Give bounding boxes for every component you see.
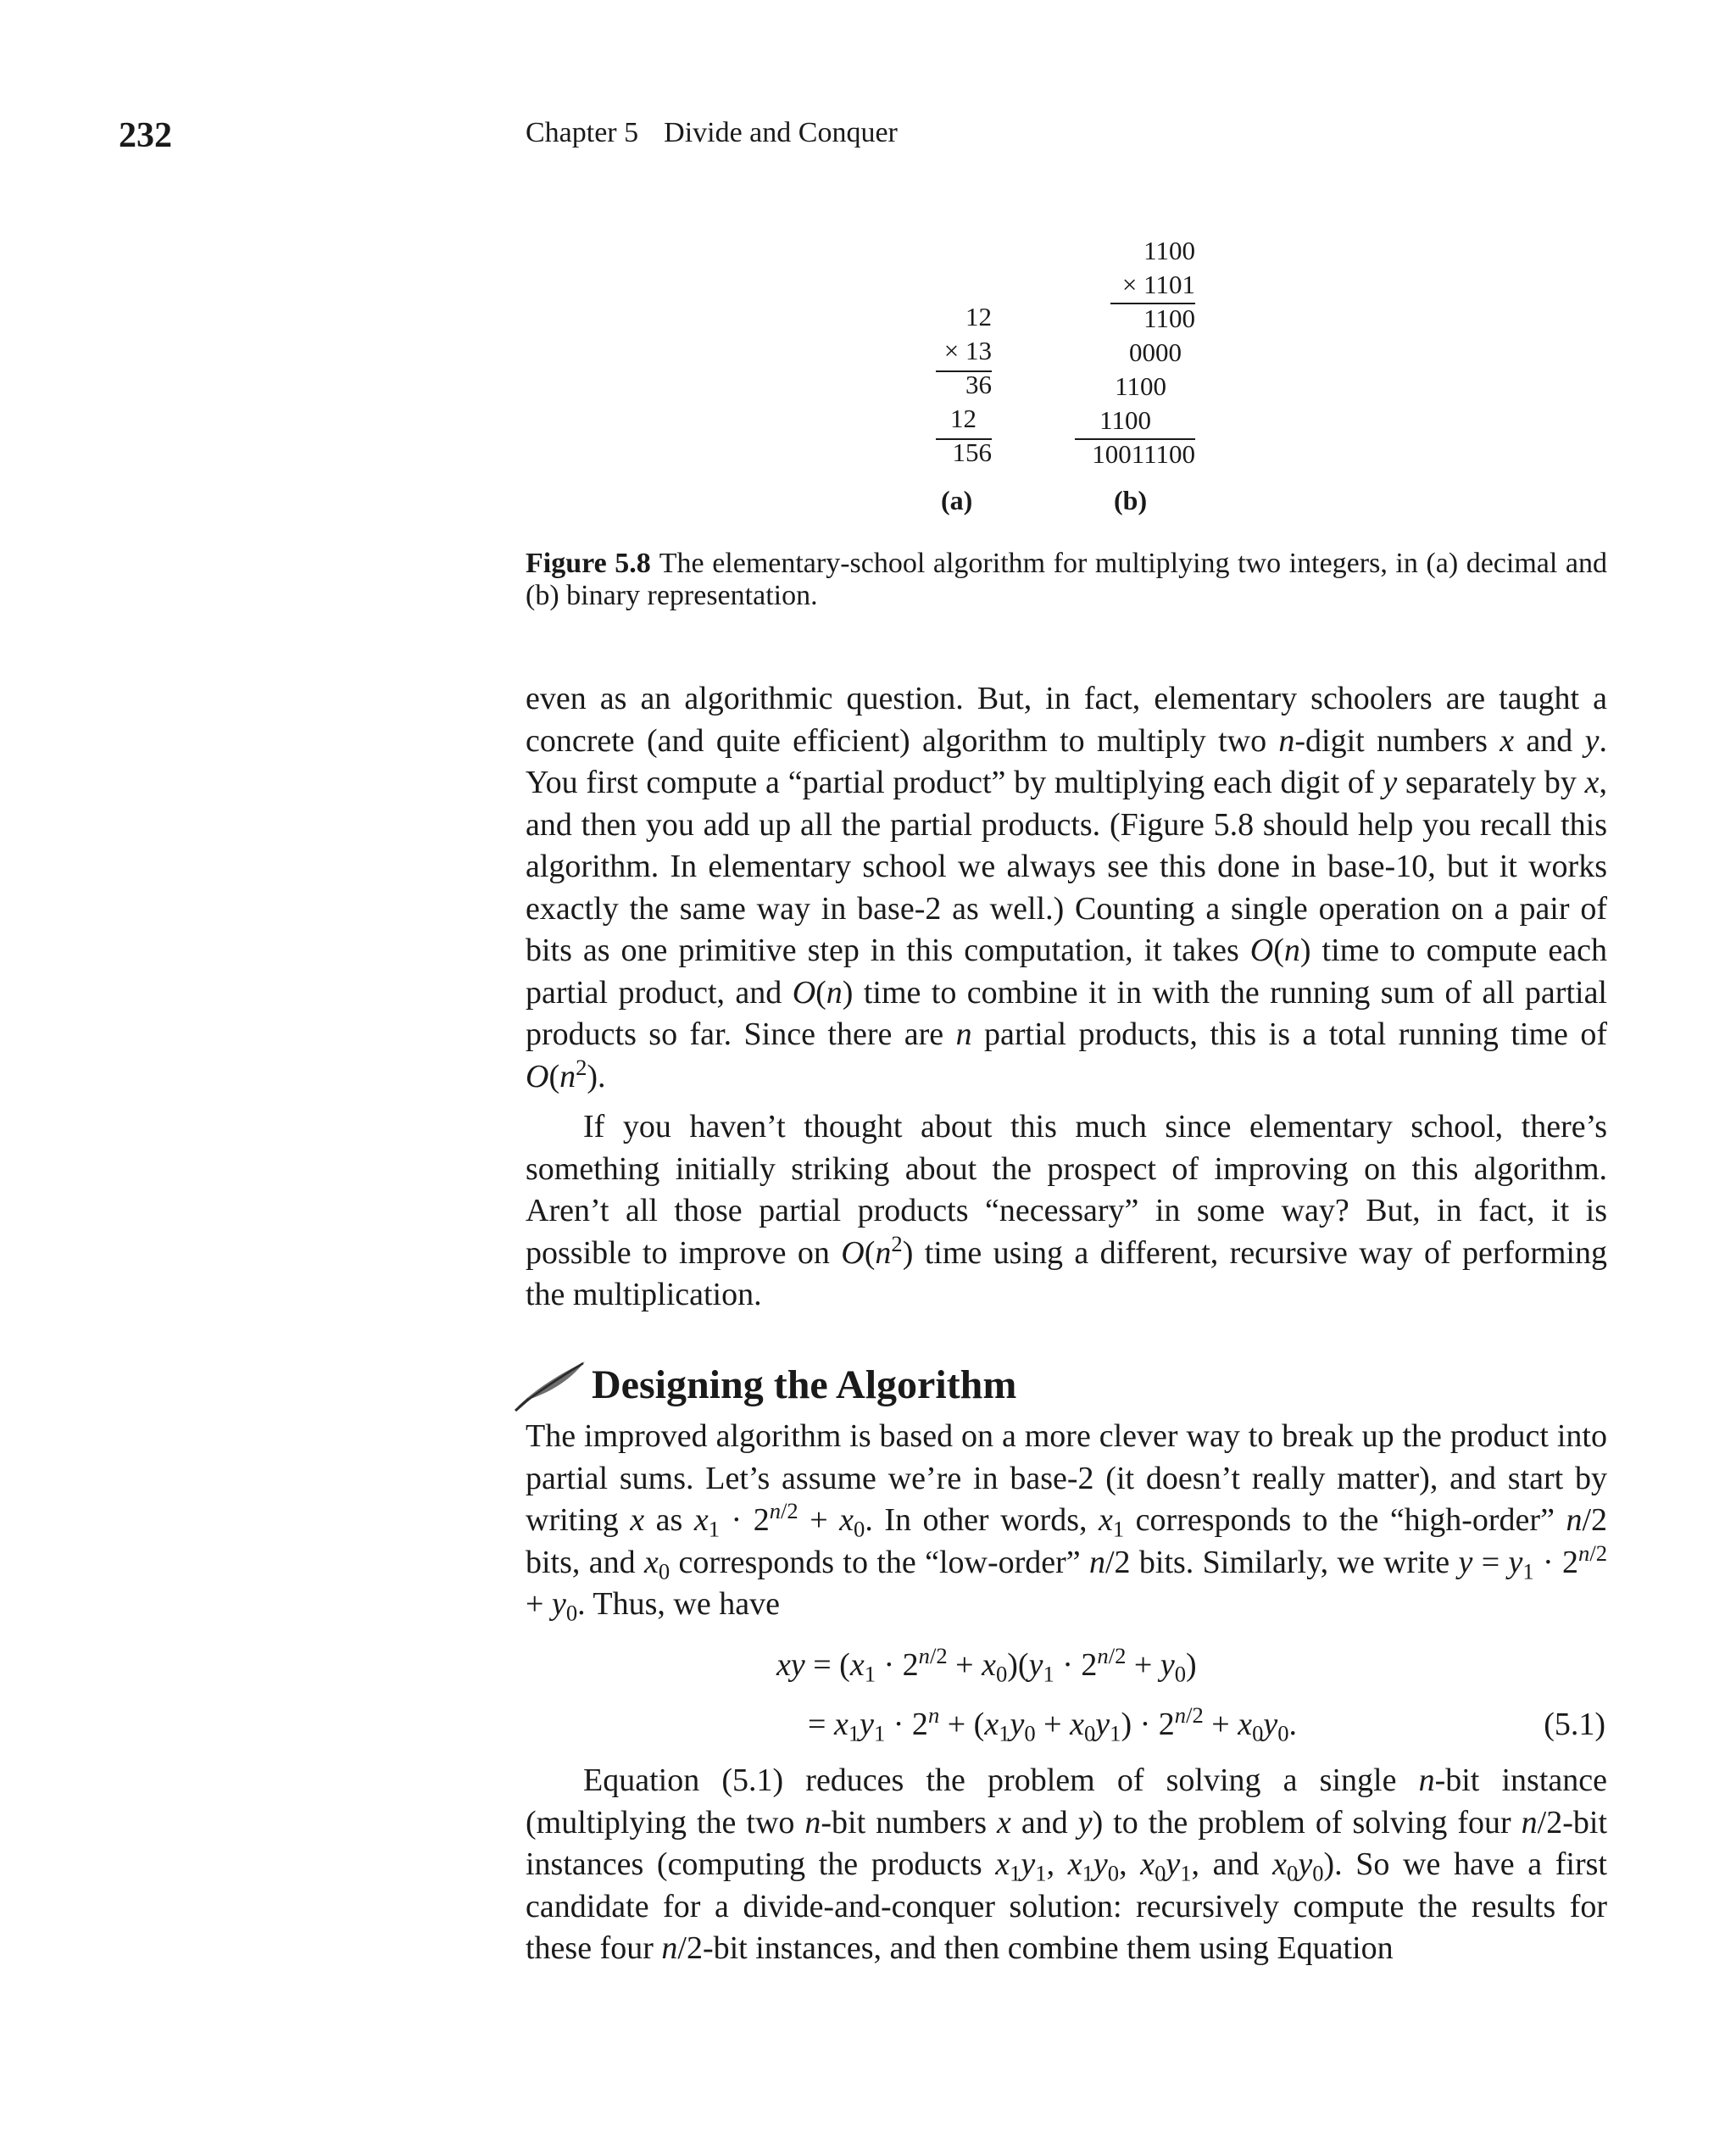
quill-pen-icon <box>512 1353 590 1412</box>
equation-line-1: xy = $(x_1 \cdot 2^{n/2} + x_0)(y_1 \cdot 2^{n/2} + y_0)$ <box>776 1643 1197 1687</box>
equation-line-2: = $x_1y_1 \cdot 2^n + (x_1y_0 + x_0y_1) \cdot 2^{n/2} + x_0y_0$. <box>808 1702 1298 1746</box>
running-head <box>526 117 898 149</box>
binary-row: 10011100 <box>1092 439 1195 469</box>
equation-number: (5.1) <box>1544 1707 1605 1742</box>
chapter-label: Chapter 5 <box>526 117 639 148</box>
binary-row: 1100 <box>1143 236 1195 265</box>
binary-row: 1100 <box>1115 371 1166 401</box>
paragraph: The improved algorithm is based on a more clever way to break up the product into partial sums. Let’s assume we’re in base-2 (it doesn’t really matter), and start by writing x as $x_1 \cdot 2^{n/2} + x_0$. In other words, $x_1$ corresponds to the “high-order” n/2 bits, and $x_0$ corresponds to the “low-order” n/2 bits. Similarly, we write $y = y_1 \cdot 2^{n/2} + y_0$. Thus, we have <box>526 1418 1608 1626</box>
binary-row: 0000 <box>1129 337 1182 367</box>
figure-decimal-multiplication <box>924 300 992 470</box>
paragraph: If you haven’t thought about this much since elementary school, there’s something initially striking about the prospect of improving on this algorithm. Aren’t all those partial products “necessary” in some way? But, in fact, it is possible to improve on $O(n^2)$ time using a different, recursive way of performing the multiplication. <box>526 1109 1607 1312</box>
section-heading <box>512 1353 1190 1412</box>
body-text-upper <box>526 678 1607 1317</box>
figure-binary-multiplication <box>1017 234 1195 471</box>
figure-caption-text: The elementary-school algorithm for multiplying two integers, in (a) decimal and (b) binary representation. <box>526 548 1607 611</box>
decimal-row: 12 <box>965 302 992 331</box>
equation-5-1 <box>526 1643 1607 1746</box>
binary-row: 1100 <box>1099 405 1151 435</box>
paragraph: Equation (5.1) reduces the problem of solving a single n-bit instance (multiplying the two n-bit numbers x and y) to the problem of solving four n/2-bit instances (computing the products $x_1y_1$, $x_1y_0$, $x_0y_1$, and $x_0y_0$). So we have a first candidate for a divide-and-conquer solution: recursively compute the results for these four n/2-bit instances, and then combine them using Equation <box>526 1763 1607 1966</box>
page-number: 232 <box>119 116 172 155</box>
chapter-title: Divide and Conquer <box>664 117 898 148</box>
figure-caption <box>526 548 1607 612</box>
figure-sublabel-a: (a) <box>941 485 973 515</box>
paragraph: even as an algorithmic question. But, in fact, elementary schoolers are taught a concrete (and quite efficient) algorithm to multiply two n-digit numbers x and y. You first compute a “partial product” by multiplying each digit of y separately by x, and then you add up all the partial products. (Figure 5.8 should help you recall this algorithm. In elementary school we always see this done in base-10, but it works exactly the same way in base-2 as well.) Counting a single operation on a pair of bits as one primitive step in this computation, it takes O(n) time to compute each partial product, and O(n) time to combine it in with the running sum of all partial products so far. Since there are n partial products, this is a total running time of $O(n^2)$. <box>526 681 1607 1094</box>
section-title: Designing the Algorithm <box>592 1362 1017 1407</box>
figure-sublabel-b: (b) <box>1114 485 1148 515</box>
decimal-row: 156 <box>952 437 992 467</box>
decimal-row: 12 <box>950 404 976 433</box>
binary-row: 1100 <box>1143 304 1195 333</box>
figure-caption-label: Figure 5.8 <box>526 548 651 579</box>
binary-row: × 1101 <box>1121 270 1195 299</box>
body-text-lower <box>526 1760 1607 1970</box>
body-text-middle <box>526 1416 1607 1626</box>
decimal-row: × 13 <box>943 336 992 365</box>
decimal-row: 36 <box>965 370 992 399</box>
